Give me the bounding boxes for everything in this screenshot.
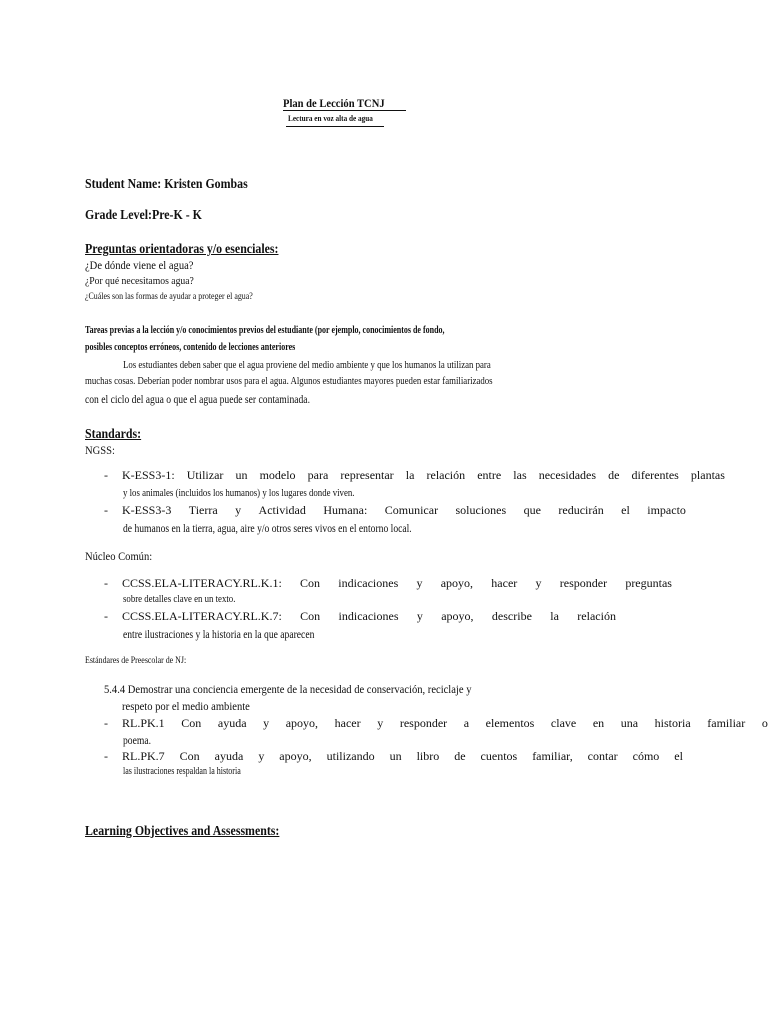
ngss-standard-2 (122, 503, 686, 518)
word: que (523, 503, 541, 517)
guiding-question-2: ¿Por qué necesitamos agua? (85, 275, 194, 287)
word: Con (181, 716, 202, 730)
common-core-standard-1 (122, 576, 672, 591)
word: en (592, 716, 605, 730)
word: de (454, 749, 466, 763)
word: responder (559, 576, 608, 590)
guiding-question-1: ¿De dónde viene el agua? (85, 258, 194, 272)
common-core-label: Núcleo Común: (85, 549, 153, 563)
student-name: Student Name: Kristen Gombas (85, 176, 248, 191)
word: contar (587, 749, 618, 763)
guiding-question-3: ¿Cuáles son las formas de ayudar a proteger el agua? (85, 291, 253, 301)
standards-heading: Standards: (85, 426, 142, 441)
word: CCSS.ELA-LITERACY.RL.K.7: (122, 609, 282, 623)
word: el (621, 503, 630, 517)
prior-knowledge-body-2: muchas cosas. Deberían poder nombrar usos para el agua. Algunos estudiantes mayores pueden estar familiarizados (85, 375, 493, 387)
word: ayuda (217, 716, 247, 730)
word: y (416, 576, 423, 590)
ngss-standard-2-continuation: de humanos en la tierra, agua, aire y/o otros seres vivos en el entorno local. (123, 521, 412, 535)
guiding-questions-heading: Preguntas orientadoras y/o esenciales: (85, 241, 279, 256)
word: y (258, 749, 265, 763)
word: y (416, 609, 423, 623)
word: K-ESS3-1: (122, 468, 175, 482)
ngss-standard-1 (122, 468, 725, 483)
prior-knowledge-body-1: Los estudiantes deben saber que el agua proviene del medio ambiente y que los humanos la utilizan para (123, 359, 491, 371)
nj-standard-rl-pk-1 (122, 716, 768, 731)
word: hacer (334, 716, 361, 730)
title-underline (283, 110, 406, 111)
word: CCSS.ELA-LITERACY.RL.K.1: (122, 576, 282, 590)
nj-standard-544-line-1: 5.4.4 Demostrar una conciencia emergente de la necesidad de conservación, reciclaje y (104, 682, 472, 696)
word: clave (550, 716, 577, 730)
word: preguntas (625, 576, 672, 590)
ngss-standard-1-continuation: y los animales (incluidos los humanos) y los lugares donde viven. (123, 487, 355, 499)
word: plantas (690, 468, 725, 482)
word: historia (654, 716, 691, 730)
word: K-ESS3-3 (122, 503, 172, 517)
word: o (761, 716, 768, 730)
bullet-dash: - (104, 609, 108, 623)
grade-level: Grade Level:Pre-K - K (85, 207, 202, 222)
nj-standard-rl-pk-1-continuation: poema. (123, 733, 151, 747)
word: apoyo, (285, 716, 319, 730)
common-core-standard-2 (122, 609, 616, 624)
word: cuentos (480, 749, 518, 763)
prior-knowledge-heading-2: posibles conceptos erróneos, contenido de lecciones anteriores (85, 342, 296, 353)
common-core-standard-1-continuation: sobre detalles clave en un texto. (123, 593, 236, 605)
word: la (405, 468, 415, 482)
word: Actividad (258, 503, 306, 517)
word: entre (477, 468, 502, 482)
word: y (263, 716, 270, 730)
word: cómo (632, 749, 660, 763)
word: indicaciones (338, 609, 399, 623)
word: modelo (259, 468, 296, 482)
word: apoyo, (441, 609, 474, 623)
word: familiar (707, 716, 746, 730)
word: utilizando (326, 749, 375, 763)
word: y (377, 716, 384, 730)
prior-knowledge-body-3: con el ciclo del agua o que el agua puede ser contaminada. (85, 392, 310, 406)
word: Con (179, 749, 200, 763)
word: libro (416, 749, 440, 763)
bullet-dash: - (104, 749, 108, 763)
word: las (513, 468, 527, 482)
word: responder (399, 716, 448, 730)
subtitle-underline (286, 126, 384, 127)
word: hacer (491, 576, 518, 590)
word: elementos (485, 716, 535, 730)
word: Tierra (188, 503, 218, 517)
nj-standards-label: Estándares de Preescolar de NJ: (85, 655, 187, 665)
word: describe (491, 609, 532, 623)
word: ayuda (214, 749, 244, 763)
word: apoyo, (279, 749, 312, 763)
ngss-label: NGSS: (85, 443, 115, 457)
word: Con (300, 576, 321, 590)
word: a (463, 716, 470, 730)
word: la (550, 609, 559, 623)
word: y (535, 576, 542, 590)
prior-knowledge-heading-1: Tareas previas a la lección y/o conocimientos previos del estudiante (por ejemplo, conocimientos de fondo, (85, 325, 445, 336)
word: y (235, 503, 242, 517)
word: RL.PK.1 (122, 716, 165, 730)
word: Comunicar (384, 503, 439, 517)
bullet-dash: - (104, 503, 108, 517)
word: un (235, 468, 248, 482)
word: indicaciones (338, 576, 399, 590)
word: impacto (647, 503, 686, 517)
bullet-dash: - (104, 468, 108, 482)
learning-objectives-heading: Learning Objectives and Assessments: (85, 823, 280, 838)
bullet-dash: - (104, 576, 108, 590)
word: representar (340, 468, 394, 482)
word: reducirán (558, 503, 604, 517)
word: soluciones (455, 503, 507, 517)
document-subtitle: Lectura en voz alta de agua (288, 113, 373, 123)
word: para (307, 468, 329, 482)
nj-standard-544-line-2: respeto por el medio ambiente (122, 699, 250, 713)
word: apoyo, (440, 576, 474, 590)
common-core-standard-2-continuation: entre ilustraciones y la historia en la que aparecen (123, 627, 315, 641)
word: de (608, 468, 620, 482)
word: Humana: (323, 503, 368, 517)
word: Utilizar (186, 468, 224, 482)
word: Con (300, 609, 321, 623)
word: RL.PK.7 (122, 749, 165, 763)
word: diferentes (631, 468, 679, 482)
nj-standard-rl-pk-7 (122, 749, 683, 764)
word: el (674, 749, 683, 763)
word: relación (577, 609, 616, 623)
word: relación (426, 468, 466, 482)
bullet-dash: - (104, 716, 108, 730)
word: familiar, (532, 749, 573, 763)
nj-standard-rl-pk-7-continuation: las ilustraciones respaldan la historia (123, 766, 241, 777)
document-title: Plan de Lección TCNJ (283, 96, 385, 110)
word: un (389, 749, 402, 763)
word: una (620, 716, 639, 730)
word: necesidades (538, 468, 597, 482)
